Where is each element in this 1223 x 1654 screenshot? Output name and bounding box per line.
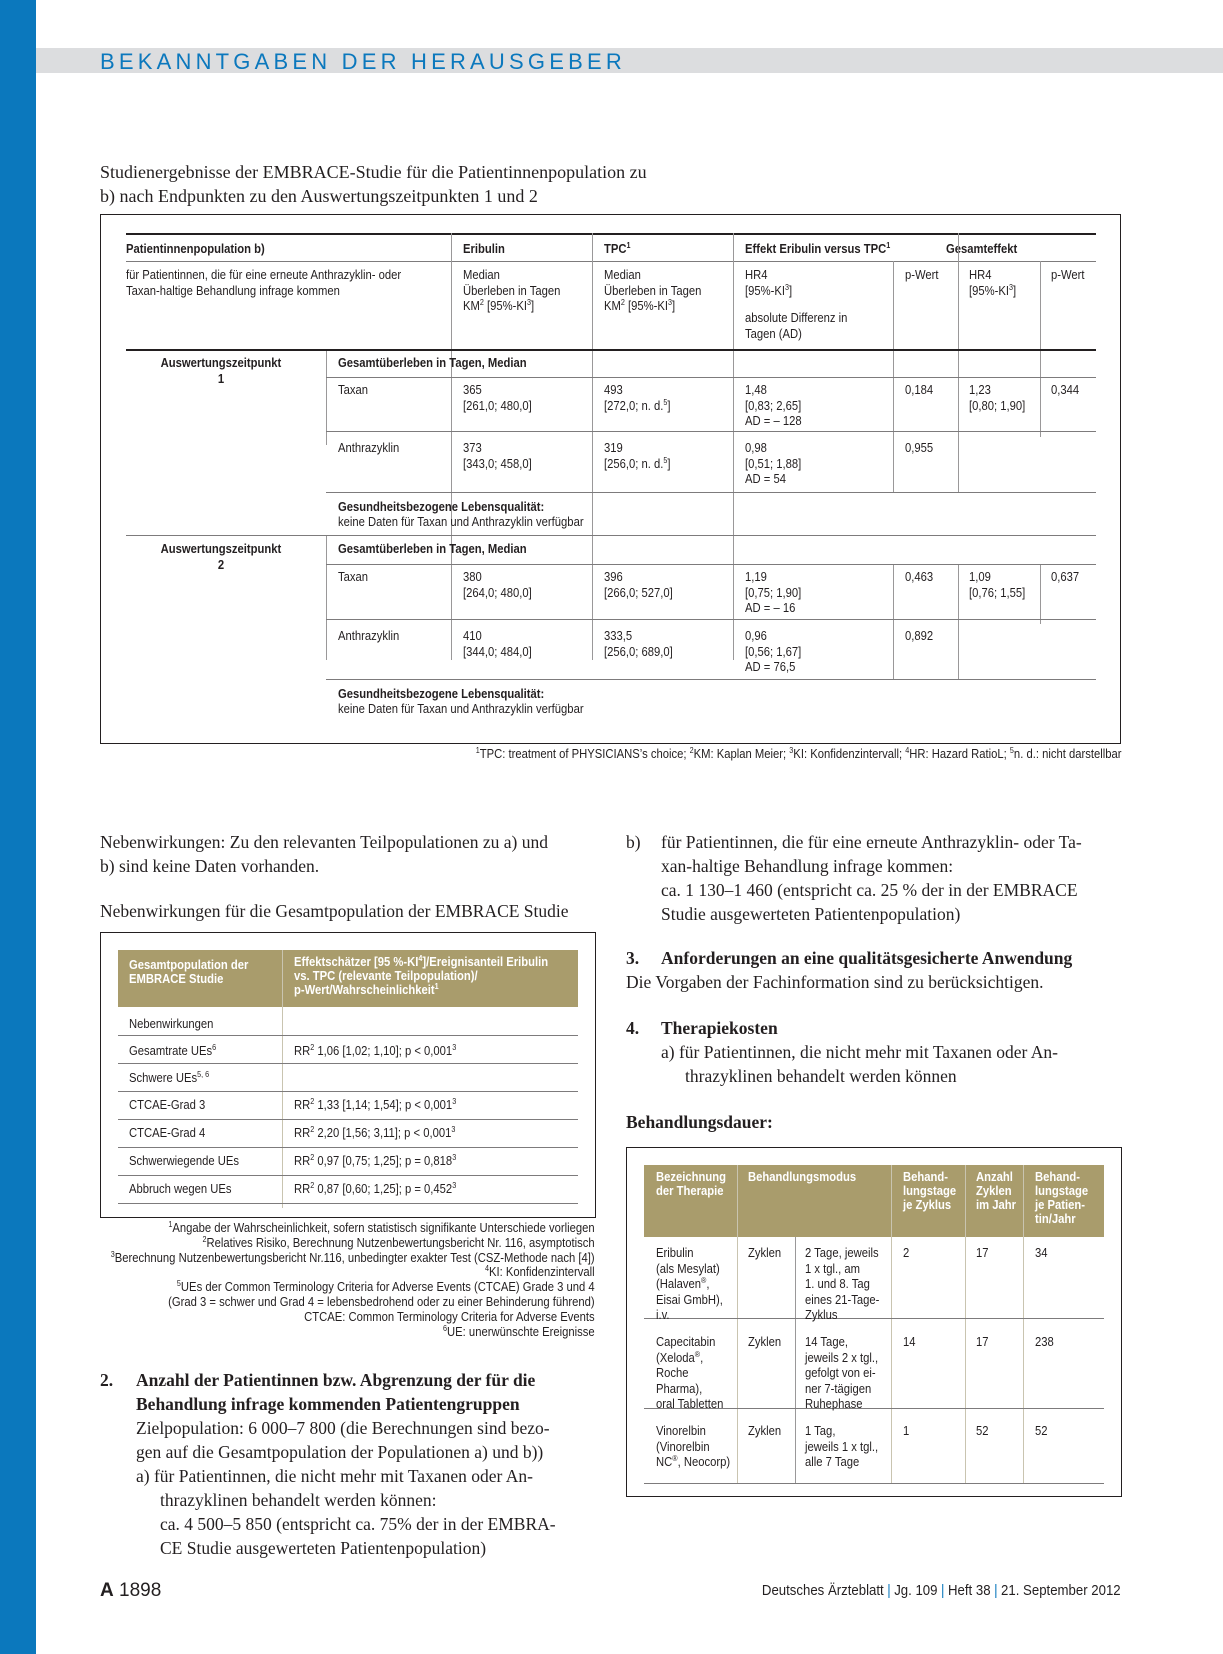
section3-title: Anforderungen an eine qualitätsgesicherte Anwendung	[661, 948, 1073, 968]
page-number: A 1898	[100, 1580, 162, 1601]
eribulin-value: 380 [264,0; 480,0]	[463, 570, 532, 600]
tpc-value: 319 [256,0; n. d.$^5$]	[604, 441, 671, 471]
eribulin-value: 373 [343,0; 458,0]	[463, 441, 532, 471]
hr-value: 1,48 [0,83; 2,65] AD = – 128	[745, 383, 802, 428]
table2-caption: Nebenwirkungen für die Gesamtpopulation der EMBRACE Studie	[100, 901, 569, 921]
nebenwirkungen-paragraph: Nebenwirkungen: Zu den relevanten Teilpopulationen zu a) und b) sind keine Daten vorhanden.	[100, 832, 548, 876]
therapy-anzahl: 17	[976, 1335, 989, 1349]
qol-text: keine Daten für Taxan und Anthrazyklin verfügbar	[338, 515, 584, 529]
therapy-detail: 2 Tage, jeweils 1 x tgl., am 1. und 8. Tag eines 21-Tage- Zyklus	[805, 1246, 880, 1322]
hr-value: 0,96 [0,56; 1,67] AD = 76,5	[745, 629, 802, 674]
table2-row-label: Abbruch wegen UEs	[129, 1182, 232, 1196]
therapy-tage: 14	[903, 1335, 916, 1349]
table2-header-effekt: Effektschätzer [95 $\%-KI^4$]/Ereignisanteil Eribulin vs. TPC (relevante Teilpopulation)/ p-Wert/Wahrscheinlichkeit$^1$	[294, 953, 549, 997]
row-label: Taxan	[338, 383, 369, 397]
zeitpunkt-2-label: Auswertungszeitpunkt 2	[160, 542, 282, 572]
table2-row-label: Schwerwiegende UEs	[129, 1154, 240, 1168]
p-value: 0,463	[905, 570, 934, 584]
population-b-text: für Patientinnen, die für eine erneute Anthrazyklin- oder Ta- xan-haltige Behandlung infrage kommen: ca. 1 130–1 460 (entspricht ca. 25 % der in der EMBRACE Studie ausgewerteten Patientenpopulation)	[661, 832, 1082, 924]
therapy-patientin: 52	[1035, 1424, 1048, 1438]
tpc-value: 396 [266,0; 527,0]	[604, 570, 673, 600]
table1-footnote: $^1$TPC: treatment of PHYSICIANS’s choice; $^2$KM: Kaplan Meier; $^3$KI: Konfidenzintervall; $^4$HR: Hazard RatioL; $^5$n. d.: nicht darstellbar	[475, 745, 1121, 761]
table2	[100, 932, 596, 1218]
caption-line: b) nach Endpunkten zu den Auswertungszeitpunkten 1 und 2	[100, 186, 538, 206]
section4-a: a) für Patientinnen, die nicht mehr mit Taxanen oder An- thrazyklinen behandelt werden können	[661, 1042, 1058, 1086]
therapy-anzahl: 17	[976, 1246, 989, 1260]
qol-text: keine Daten für Taxan und Anthrazyklin verfügbar	[338, 702, 584, 716]
table3-header-bezeichnung: Bezeichnung der Therapie	[656, 1170, 727, 1198]
p-value: 0,955	[905, 441, 934, 455]
therapy-name: Eribulin (als Mesylat) (Halaven®, Eisai GmbH), i.v.	[656, 1246, 723, 1322]
tpc-value: 493 [272,0; n. d.$^5$]	[604, 383, 671, 413]
table2-row-label: Gesamtrate UEs$^6$	[129, 1042, 217, 1058]
os-header: Gesamtüberleben in Tagen, Median	[338, 542, 527, 556]
eribulin-value: 365 [261,0; 480,0]	[463, 383, 532, 413]
table2-row-value: $RR^2$ 0,87 [0,60; 1,25]; $p = 0,452^3$	[294, 1180, 457, 1196]
table3	[626, 1147, 1122, 1497]
table2-row-label: Nebenwirkungen	[129, 1017, 214, 1031]
gesamt-subheader: HR4 $[95\%-KI^3]$	[969, 268, 1017, 298]
table2-row-value: $RR^2$ 2,20 [1,56; 3,11]; $p < 0,001^3$	[294, 1124, 456, 1140]
gesamt-value: 1,09 [0,76; 1,55]	[969, 570, 1026, 600]
section-header: BEKANNTGABEN DER HERAUSGEBER	[100, 49, 626, 74]
os-header: Gesamtüberleben in Tagen, Median	[338, 356, 527, 370]
tpc-subheader: Median Überleben in Tagen $KM^2$ $[95\%-KI^3]$	[604, 268, 702, 313]
behandlungsdauer-heading: Behandlungsdauer:	[626, 1112, 773, 1132]
table2-row-label: CTCAE-Grad 3	[129, 1098, 206, 1112]
eribulin-value: 410 [344,0; 484,0]	[463, 629, 532, 659]
therapy-modus: Zyklen	[748, 1335, 782, 1349]
p-wert-header: p-Wert	[1051, 268, 1085, 282]
therapy-detail: 1 Tag, jeweils 1 x tgl., alle 7 Tage	[805, 1424, 879, 1469]
population-description: für Patientinnen, die für eine erneute Anthrazyklin- oder Taxan-haltige Behandlung infrage kommen	[126, 268, 402, 298]
row-label: Anthrazyklin	[338, 441, 400, 455]
row-label: Taxan	[338, 570, 369, 584]
table2-row-label: CTCAE-Grad 4	[129, 1126, 206, 1140]
eribulin-subheader: Median Überleben in Tagen $KM^2$ $[95\%-KI^3]$	[463, 268, 561, 313]
hr-value: 1,19 [0,75; 1,90] AD = – 16	[745, 570, 802, 615]
therapy-name: Capecitabin (Xeloda®, Roche Pharma), oral Tabletten	[656, 1335, 724, 1411]
therapy-detail: 14 Tage, jeweils 2 x tgl., gefolgt von ei- ner 7-tägigen Ruhephase	[805, 1335, 879, 1411]
therapy-modus: Zyklen	[748, 1424, 782, 1438]
left-color-bar	[0, 0, 36, 1654]
gesamt-value: 1,23 [0,80; 1,90]	[969, 383, 1026, 413]
gesamt-p-value: 0,637	[1051, 570, 1080, 584]
therapy-tage: 1	[903, 1424, 910, 1438]
therapy-anzahl: 52	[976, 1424, 989, 1438]
table2-row-value: $RR^2$ 1,33 [1,14; 1,54]; $p < 0,001^3$	[294, 1096, 457, 1112]
section4-title: Therapiekosten	[661, 1018, 778, 1038]
table1-caption	[100, 160, 647, 208]
col-header-population: Patientinnenpopulation b)	[126, 242, 265, 256]
p-value: 0,892	[905, 629, 934, 643]
col-header-eribulin: Eribulin	[463, 242, 505, 256]
therapy-modus: Zyklen	[748, 1246, 782, 1260]
table2-row-value: $RR^2$ 0,97 [0,75; 1,25]; $p = 0,818^3$	[294, 1152, 457, 1168]
row-label: Anthrazyklin	[338, 629, 400, 643]
effekt-subheader: HR4 $[95\%-KI^3]$ absolute Differenz in Tagen (AD)	[745, 268, 848, 341]
table2-row-label: Schwere UEs$^{5, 6}$	[129, 1069, 210, 1085]
gesamt-p-value: 0,344	[1051, 383, 1080, 397]
table3-header-tage: Behand- lungstage je Zyklus	[903, 1170, 957, 1212]
journal-footer: Deutsches Ärzteblatt | Jg. 109 | Heft 38 | 21. September 2012	[762, 1582, 1121, 1599]
tpc-value: 333,5 [256,0; 689,0]	[604, 629, 673, 659]
caption-line: Studienergebnisse der EMBRACE-Studie für die Patientinnenpopulation zu	[100, 162, 647, 182]
table2-footnotes: $^1$Angabe der Wahrscheinlichkeit, sofern statistisch signifikante Unterschiede vorliegen $^2$Relatives Risiko, Berechnung Nutzenbewertungsbericht Nr. 116, asymptotisch $^3$Berechnung Nutzenbewertungsbericht Nr.116, unbedingter exakter Test (CSZ-Methode nach [4]) $^4$KI: Konfidenzintervall $^5$UEs der Common Terminology Criteria for Adverse Events (CTCAE) Grade 3 und 4 (Grad 3 = schwer und Grad 4 = lebensbedrohend oder zu einer Behinderung führend) CTCAE: Common Terminology Criteria for Adverse Events $^6$UE: unerwünschte Ereignisse	[111, 1219, 595, 1339]
section2-number: 2.	[100, 1370, 114, 1390]
table2-header-population: Gesamtpopulation der EMBRACE Studie	[129, 958, 249, 986]
section3-number: 3.	[626, 948, 640, 968]
table3-header-patientin: Behand- lungstage je Patien- tin/Jahr	[1035, 1170, 1089, 1226]
col-header-tpc: TPC$^1$	[604, 240, 631, 256]
table3-header-anzahl: Anzahl Zyklen im Jahr	[976, 1170, 1017, 1212]
table2-row-value: $RR^2$ 1,06 [1,02; 1,10]; $p < 0,001^3$	[294, 1042, 457, 1058]
population-b-label: b)	[626, 832, 641, 852]
p-wert-header: p-Wert	[905, 268, 939, 282]
therapy-tage: 2	[903, 1246, 910, 1260]
section3-text: Die Vorgaben der Fachinformation sind zu berücksichtigen.	[626, 972, 1044, 992]
table3-header-modus: Behandlungsmodus	[748, 1170, 857, 1184]
zeitpunkt-1-label: Auswertungszeitpunkt 1	[160, 356, 282, 386]
table1	[100, 214, 1121, 744]
therapy-name: Vinorelbin (Vinorelbin NC®, Neocorp)	[656, 1424, 731, 1469]
qol-header: Gesundheitsbezogene Lebensqualität:	[338, 687, 545, 701]
qol-header: Gesundheitsbezogene Lebensqualität:	[338, 500, 545, 514]
section4-number: 4.	[626, 1018, 640, 1038]
therapy-patientin: 34	[1035, 1246, 1048, 1260]
p-value: 0,184	[905, 383, 934, 397]
hr-value: 0,98 [0,51; 1,88] AD = 54	[745, 441, 802, 486]
col-header-gesamteffekt: Gesamteffekt	[946, 242, 1018, 256]
therapy-patientin: 238	[1035, 1335, 1054, 1349]
col-header-effekt: Effekt Eribulin versus TPC$^1$	[745, 240, 891, 256]
section2-body: Anzahl der Patientinnen bzw. Abgrenzung der für die Behandlung infrage kommenden Patientengruppen Zielpopulation: 6 000–7 800 (die Berechnungen sind bezo- gen auf die Gesamtpopulation der Populationen a) und b)) a) für Patientinnen, die nicht mehr mit Taxanen oder An- thrazyklinen behandelt werden können: ca. 4 500–5 850 (entspricht ca. 75% der in der EMBRA- CE Studie ausgewerteten Patientenpopulation)	[136, 1370, 556, 1558]
